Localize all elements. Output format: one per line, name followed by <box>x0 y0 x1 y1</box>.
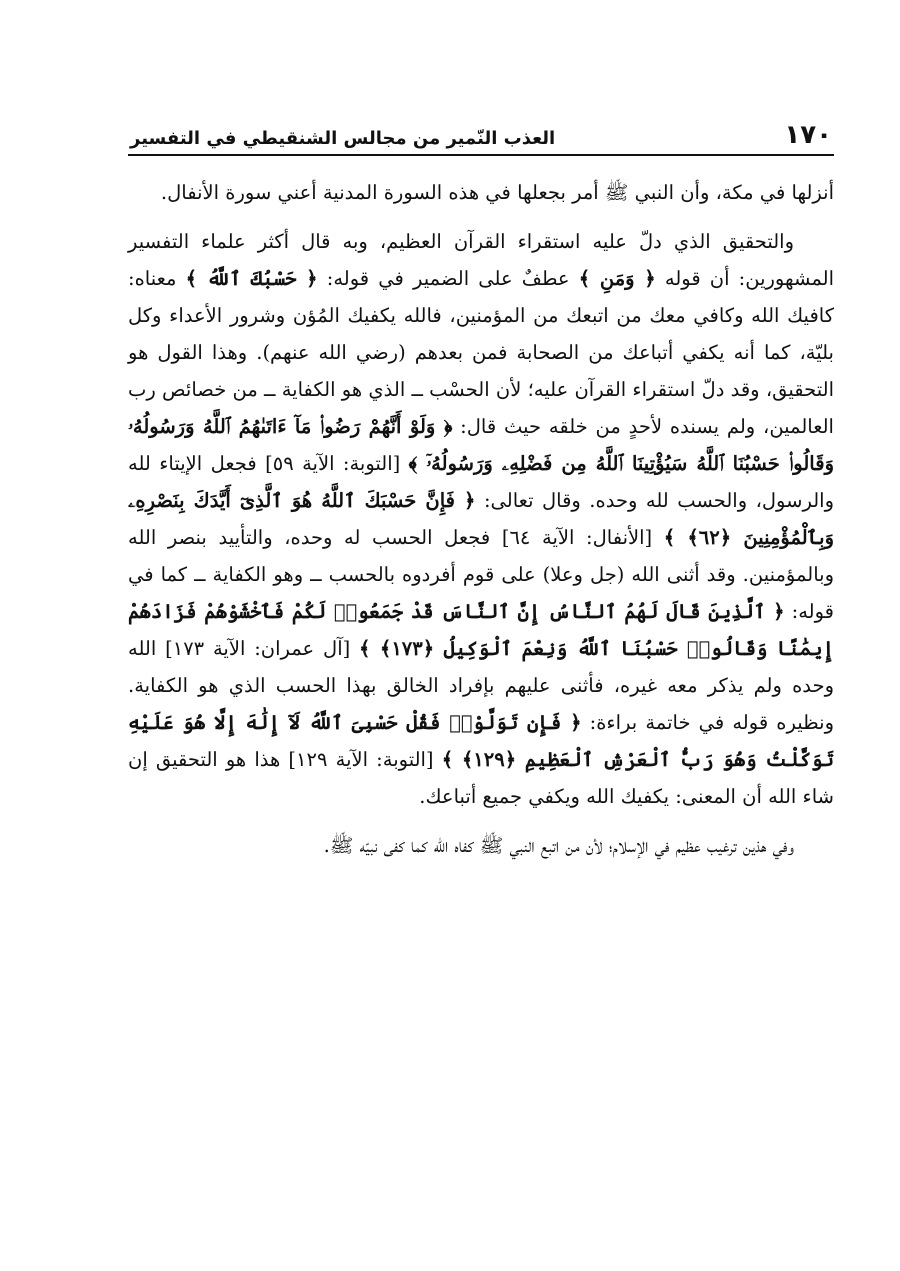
quran-quote: ﴿ وَلَوْ أَنَّهُمْ رَضُوا۟ مَآ ءَاتَىٰهُمُ ٱللَّهُ وَرَسُولُهُۥ وَقَالُوا۟ حَسْبُنَا ٱللَّهُ سَيُؤْتِينَا ٱللَّهُ مِن فَضْلِهِۦ وَرَسُولُهُۥٓ ﴾ <box>128 415 834 475</box>
paragraph-text: وفي هذين ترغيب عظيم في الإسلام؛ لأن من اتبع النبي ﷺ كفاه الله كما كفى نبيّه ﷺ. <box>323 834 794 857</box>
paragraph-3 <box>128 827 834 864</box>
page-header <box>128 112 834 156</box>
quran-quote: ﴿ فَإِنَّ حَسْبَكَ ٱللَّهُ هُوَ ٱلَّذِىٓ أَيَّدَكَ بِنَصْرِهِۦ وَبِٱلْمُؤْمِنِينَ ﴿٦٢﴾ ﴾ <box>128 489 834 549</box>
quran-quote: ﴿ فَإِن تَوَلَّوْا۟ فَقُلْ حَسْبِىَ ٱللَّهُ لَآ إِلَٰهَ إِلَّا هُوَ عَلَيْهِ تَوَكَّلْتُ وَهُوَ رَبُّ ٱلْعَرْشِ ٱلْعَظِيمِ ﴿١٢٩﴾ ﴾ <box>128 711 834 771</box>
paragraph-text: والتحقيق الذي دلّ عليه استقراء القرآن العظيم، وبه قال أكثر علماء التفسير المشهورين: أن قوله <box>128 230 835 290</box>
paragraph-text: معناه: كافيك الله وكافي معك من اتبعك من المؤمنين، فالله يكفيك المُؤن وشرور الأعداء وكل بليّة، كما أنه يكفي أتباعك من الصحابة فمن بعدهم (رضي الله عنهم). وهذا القول هو التحقيق، وقد دلّ استقراء القرآن عليه؛ لأن الحسْب ــ الذي هو الكفاية ــ من خصائص رب العالمين، ولم يسنده لأحدٍ من خلقه حيث قال: <box>128 267 834 438</box>
quran-quote: ﴿ ٱلَّذِينَ قَالَ لَهُمُ ٱلنَّاسُ إِنَّ ٱلنَّاسَ قَدْ جَمَعُوا۟ لَكُمْ فَٱخْشَوْهُمْ فَزَادَهُمْ إِيمَٰنًا وَقَالُوا۟ حَسْبُنَا ٱللَّهُ وَنِعْمَ ٱلْوَكِيلُ ﴿١٧٣﴾ ﴾ <box>128 600 835 660</box>
page-body <box>128 174 834 864</box>
paragraph-2 <box>128 223 834 815</box>
paragraph-text: [التوبة: الآية ٥٩] فجعل الإيتاء لله والرسول، والحسب لله وحده. وقال تعالى: <box>128 452 834 512</box>
paragraph-1 <box>128 174 834 211</box>
paragraph-text: عطفٌ على الضمير في قوله: <box>317 267 579 290</box>
quran-quote: ﴿ حَسْبُكَ ٱللَّهُ ﴾ <box>185 267 318 290</box>
page-number: ١٧٠ <box>784 120 832 150</box>
quran-quote: ﴿ وَمَنِ ﴾ <box>578 267 656 290</box>
paragraph-text: أنزلها في مكة، وأن النبي ﷺ أمر بجعلها في هذه السورة المدنية أعني سورة الأنفال. <box>160 181 834 204</box>
paragraph-text: [آل عمران: الآية ١٧٣] الله وحده ولم يذكر معه غيره، فأثنى عليهم بإفراد الخالق بهذا الحسب الذي هو الكفاية. ونظيره قوله في خاتمة براءة: <box>128 637 834 734</box>
paragraph-text: [الأنفال: الآية ٦٤] فجعل الحسب له وحده، والتأييد بنصر الله وبالمؤمنين. وقد أثنى الله (جل وعلا) على قوم أفردوه بالحسب ــ وهو الكفاية ــ كما في قوله: <box>128 526 834 623</box>
running-title: العذب النّمير من مجالس الشنقيطي في التفسير <box>130 128 556 149</box>
paragraph-text: [التوبة: الآية ١٢٩] هذا هو التحقيق إن شاء الله أن المعنى: يكفيك الله ويكفي جميع أتباعك. <box>128 748 834 808</box>
book-page <box>128 112 834 864</box>
